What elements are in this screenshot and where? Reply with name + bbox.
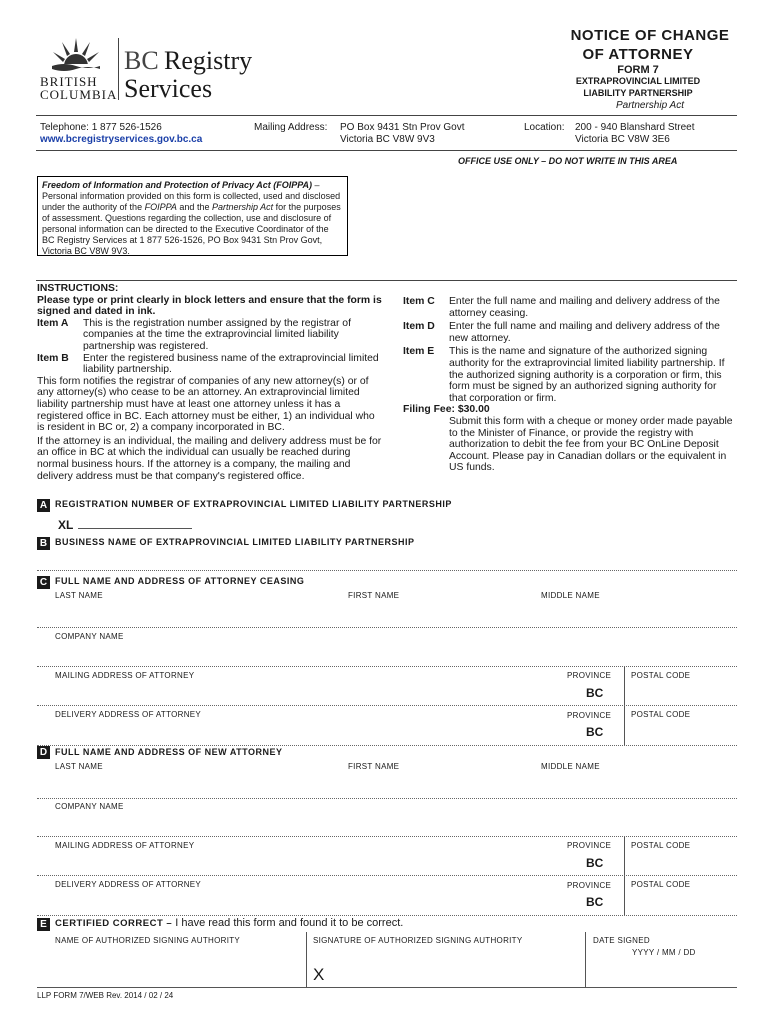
privacy-line-4: personal information can be directed to the Executive Coordinator of the xyxy=(42,224,329,234)
c-company-name-field[interactable] xyxy=(37,666,737,667)
e-date-field[interactable] xyxy=(586,958,737,986)
c-delivery-province-label: PROVINCE xyxy=(567,711,612,720)
logo-divider xyxy=(118,38,119,100)
d-middle-name-label: MIDDLE NAME xyxy=(541,762,600,771)
c-mailing-province-label: PROVINCE xyxy=(567,671,612,680)
instructions-item-a: Item A This is the registration number assigned by the registrar of companies at the time the extraprovincial limited liability partnership was registered. xyxy=(37,317,351,352)
c-delivery-label: DELIVERY ADDRESS OF ATTORNEY xyxy=(55,710,202,719)
instructions-item-c: Item C Enter the full name and mailing and delivery address of the attorney ceasing. xyxy=(403,296,720,319)
mailing-line-1: PO Box 9431 Stn Prov Govt xyxy=(340,122,465,133)
d-delivery-label: DELIVERY ADDRESS OF ATTORNEY xyxy=(55,880,202,889)
section-d-letter: D xyxy=(37,746,50,759)
privacy-box xyxy=(37,176,348,256)
telephone: Telephone: 1 877 526-1526 xyxy=(40,122,162,133)
mailing-line-2: Victoria BC V8W 9V3 xyxy=(340,134,435,145)
form-number: FORM 7 xyxy=(617,64,659,76)
d-first-name-label: FIRST NAME xyxy=(348,762,400,771)
privacy-line-1: Personal information provided on this form is collected, used and disclosed xyxy=(42,191,341,201)
d-mailing-address-field[interactable] xyxy=(37,875,737,876)
instructions-para-2: If the attorney is an individual, the mailing and delivery address must be for an office in BC at which the individual can usually be reached during normal business hours. If the attorney is a company, the mailing and delivery address must be that company's registered office. xyxy=(37,435,382,482)
c-company-name-label: COMPANY NAME xyxy=(55,632,124,641)
section-b-letter: B xyxy=(37,537,50,550)
filing-fee-label: Filing Fee: $30.00 xyxy=(403,404,490,416)
header-rule xyxy=(36,115,737,116)
contact-rule xyxy=(36,150,737,151)
office-use-label: OFFICE USE ONLY – DO NOT WRITE IN THIS AREA xyxy=(458,156,678,166)
registration-number-field[interactable] xyxy=(78,528,192,529)
bc-logo xyxy=(38,34,270,106)
privacy-line-6: Victoria BC V8W 9V3. xyxy=(42,246,130,256)
instructions-right xyxy=(403,296,733,474)
instructions-item-d: Item D Enter the full name and mailing and delivery address of the new attorney. xyxy=(403,321,720,344)
section-c-letter: C xyxy=(37,576,50,589)
d-mailing-label: MAILING ADDRESS OF ATTORNEY xyxy=(55,841,195,850)
privacy-line-2: under the authority of the FOIPPA and the Partnership Act for the purposes xyxy=(42,202,341,212)
d-delivery-address-field[interactable] xyxy=(37,915,737,916)
instructions-rule xyxy=(36,280,737,281)
section-c-title: FULL NAME AND ADDRESS OF ATTORNEY CEASING xyxy=(55,576,305,586)
privacy-line-3: of assessment. Questions regarding the collection, use and disclosure of xyxy=(42,213,332,223)
d-delivery-postal-label: POSTAL CODE xyxy=(631,880,691,889)
section-b-title: BUSINESS NAME OF EXTRAPROVINCIAL LIMITED LIABILITY PARTNERSHIP xyxy=(55,537,415,547)
instructions-lead: Please type or print clearly in block letters and ensure that the form is signed and dated in ink. xyxy=(37,294,382,318)
c-delivery-address-field[interactable] xyxy=(37,745,737,746)
signature-x-mark: X xyxy=(313,965,325,984)
c-middle-name-label: MIDDLE NAME xyxy=(541,591,600,600)
e-date-format: YYYY / MM / DD xyxy=(632,948,696,957)
e-signature-field[interactable] xyxy=(307,950,584,986)
e-date-label: DATE SIGNED xyxy=(593,936,650,945)
privacy-dash: – xyxy=(312,180,320,190)
location-line-1: 200 - 940 Blanshard Street xyxy=(575,122,695,133)
instructions-item-e: Item E This is the name and signature of the authorized signing authority for the extraprovincial limited liability partnership. If the authorized signing authority is a corporation or firm, this form must be signed by an authorized signing authority for that corporation or firm. xyxy=(403,346,725,404)
website-link[interactable]: www.bcregistryservices.gov.bc.ca xyxy=(40,134,203,145)
location-label: Location: xyxy=(524,122,565,133)
instructions-left xyxy=(37,283,382,482)
c-last-name-label: LAST NAME xyxy=(55,591,103,600)
privacy-line-5: BC Registry Services at 1 877 526-1526, PO Box 9431 Stn Prov Govt, xyxy=(42,235,323,245)
c-delivery-postal-label: POSTAL CODE xyxy=(631,710,691,719)
section-d-title: FULL NAME AND ADDRESS OF NEW ATTORNEY xyxy=(55,747,283,757)
instructions-para-1: This form notifies the registrar of companies of any new attorney(s) or of any attorney(s) who cease to be an attorney. An extraprovincial limited liability partnership must have at least one attorney unless it has a registered office in BC. Each attorney must be either, 1) an individual who is resident in BC or, 2) a company incorporated in BC. xyxy=(37,375,375,434)
e-name-field[interactable] xyxy=(37,950,305,986)
e-signature-label: SIGNATURE OF AUTHORIZED SIGNING AUTHORITY xyxy=(313,936,523,945)
d-last-name-label: LAST NAME xyxy=(55,762,103,771)
form-subtitle-2: LIABILITY PARTNERSHIP xyxy=(583,88,693,98)
brand-bc: BC xyxy=(124,46,159,75)
c-delivery-province-value: BC xyxy=(586,725,604,739)
section-e-letter: E xyxy=(37,918,50,931)
d-mailing-postal-label: POSTAL CODE xyxy=(631,841,691,850)
office-use-area xyxy=(355,168,737,274)
form-subtitle-1: EXTRAPROVINCIAL LIMITED xyxy=(575,76,701,86)
location-line-2: Victoria BC V8W 3E6 xyxy=(575,134,670,145)
form-act: Partnership Act xyxy=(616,100,684,111)
section-a-letter: A xyxy=(37,499,50,512)
section-a-title: REGISTRATION NUMBER OF EXTRAPROVINCIAL LIMITED LIABILITY PARTNERSHIP xyxy=(55,499,452,509)
d-delivery-province-label: PROVINCE xyxy=(567,881,612,890)
c-mailing-postal-label: POSTAL CODE xyxy=(631,671,691,680)
bc-sun-icon xyxy=(50,36,102,72)
instructions-heading: INSTRUCTIONS: xyxy=(37,283,119,294)
form-title-2: OF ATTORNEY xyxy=(582,46,694,63)
business-name-field[interactable] xyxy=(37,570,737,571)
instructions-item-b: Item B Enter the registered business name of the extraprovincial limited liability partnership. xyxy=(37,352,379,376)
c-name-field[interactable] xyxy=(37,627,737,628)
registration-prefix: XL xyxy=(58,518,74,532)
d-mailing-province-value: BC xyxy=(586,856,604,870)
logo-province-2: COLUMBIA xyxy=(40,87,118,102)
mailing-label: Mailing Address: xyxy=(254,122,328,133)
d-delivery-province-value: BC xyxy=(586,895,604,909)
section-e-title: CERTIFIED CORRECT – I have read this form and found it to be correct. xyxy=(55,917,404,929)
privacy-title: Freedom of Information and Protection of Privacy Act (FOIPPA) xyxy=(42,180,313,190)
d-name-field[interactable] xyxy=(37,798,737,799)
brand-registry: Registry xyxy=(164,46,253,75)
d-company-name-field[interactable] xyxy=(37,836,737,837)
c-first-name-label: FIRST NAME xyxy=(348,591,400,600)
section-e-bottom-rule xyxy=(37,987,737,988)
form-title-1: NOTICE OF CHANGE xyxy=(570,27,730,44)
c-mailing-label: MAILING ADDRESS OF ATTORNEY xyxy=(55,671,195,680)
form-footer: LLP FORM 7/WEB Rev. 2014 / 02 / 24 xyxy=(37,991,174,1000)
c-mailing-province-value: BC xyxy=(586,686,604,700)
logo-province-1: BRITISH xyxy=(40,74,98,89)
c-mailing-address-field[interactable] xyxy=(37,705,737,706)
filing-fee-text: Submit this form with a cheque or money order made payable to the Minister of Finance, or provide the registry with authorization to debit the fee from your BC OnLine Deposit Account. Please pay in Canadian dollars or the equivalent in US funds. xyxy=(449,415,733,474)
e-name-label: NAME OF AUTHORIZED SIGNING AUTHORITY xyxy=(55,936,241,945)
brand-services: Services xyxy=(124,74,213,103)
d-mailing-province-label: PROVINCE xyxy=(567,841,612,850)
d-company-name-label: COMPANY NAME xyxy=(55,802,124,811)
